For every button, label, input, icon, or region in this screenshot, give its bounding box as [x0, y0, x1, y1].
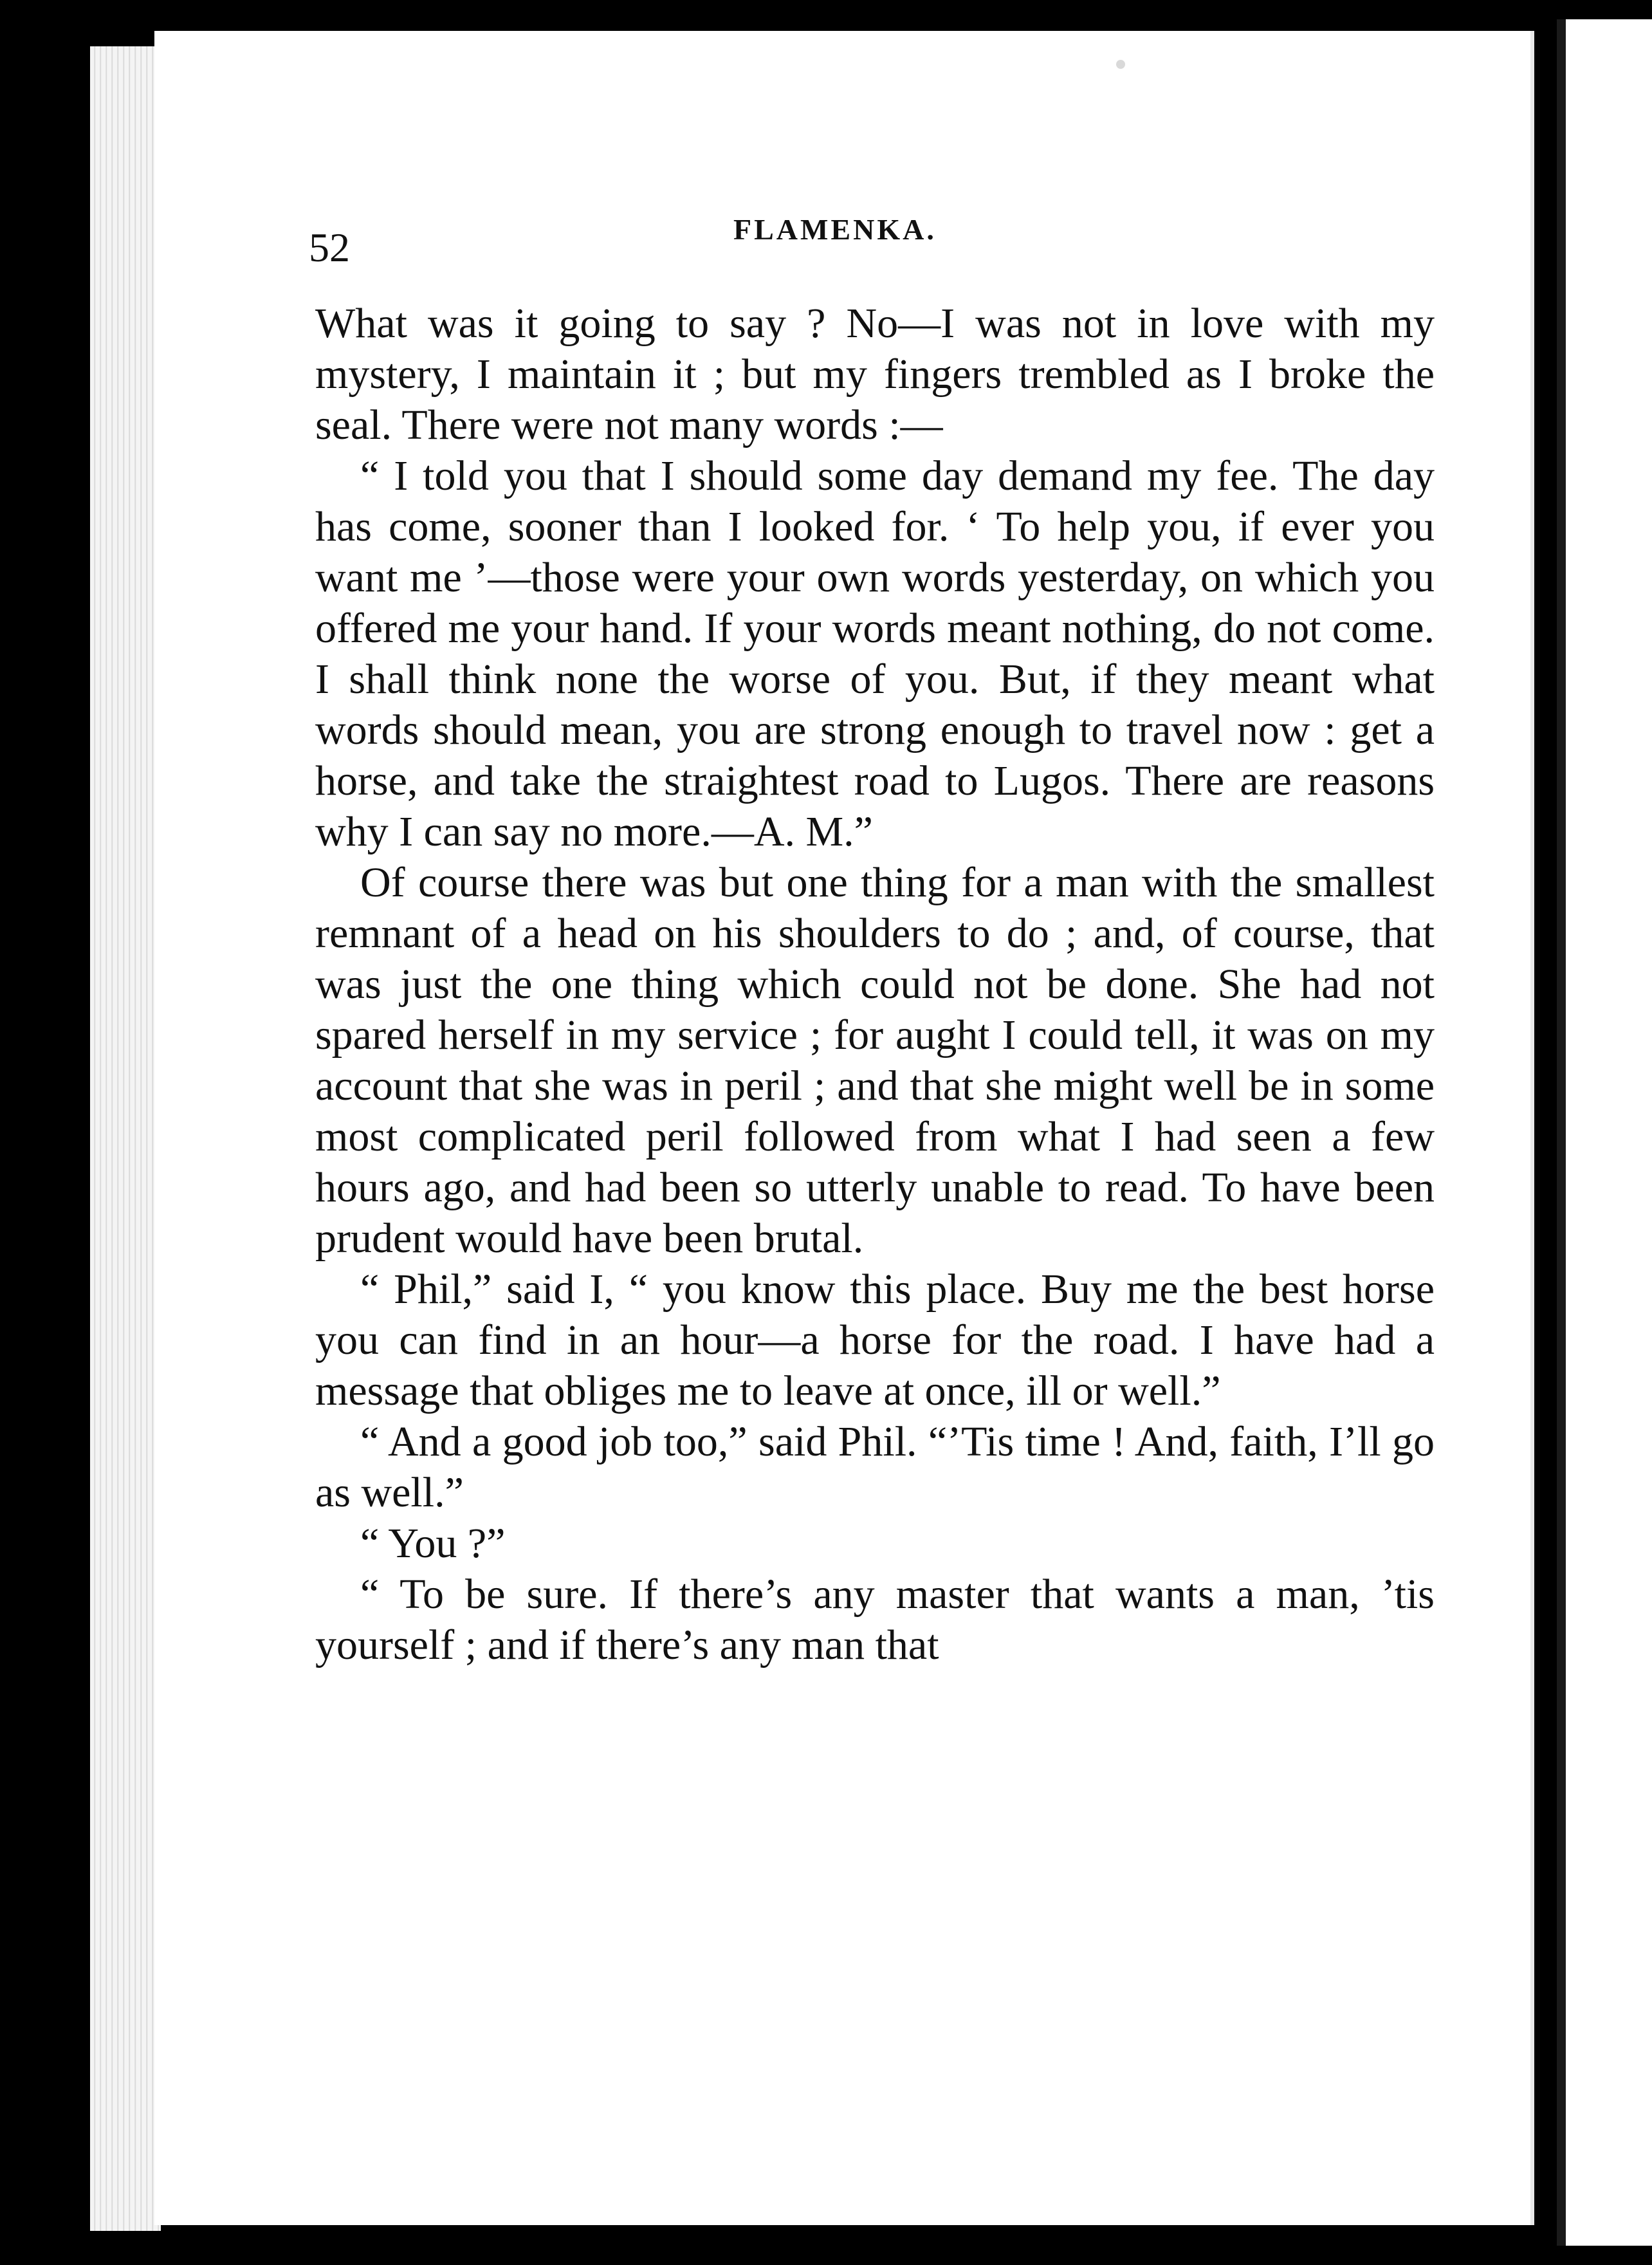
paragraph: “ And a good job too,” said Phil. “’Tis time ! And, faith, I’ll go as well.”	[315, 1418, 1435, 1516]
page-edges	[90, 46, 161, 2231]
paragraph: “ I told you that I should some day demand my fee. The day has come, sooner than I looked for. ‘ To help you, if ever you want me ’—those were your own words yesterday, on which you offered me your hand. If your words meant nothing, do not come. I shall think none the worse of you. But, if they meant what words should mean, you are strong enough to travel now : get a horse, and take the straightest road to Lugos. There are reasons why I can say no more.—A. M.”	[315, 452, 1435, 855]
page-text-block	[154, 31, 1534, 2225]
running-head: FLAMENKA.	[733, 213, 937, 246]
body-text	[315, 298, 1435, 1670]
paragraph: Of course there was but one thing for a man with the smallest remnant of a head on his shoulders to do ; and, of course, that was just the one thing which could not be done. She had not spared herself in my service ; for aught I could tell, it was on my account that she was in peril ; and that she might well be in some most complicated peril followed from what I had seen a few hours ago, and had been so utterly unable to read. To have been prudent would have been brutal.	[315, 859, 1435, 1262]
page-number: 52	[309, 225, 350, 270]
paragraph: “ You ?”	[360, 1520, 506, 1567]
facing-page-edge	[1557, 19, 1652, 2246]
paragraph: “ To be sure. If there’s any master that wants a man, ’tis yourself ; and if there’s any man that	[315, 1571, 1435, 1669]
paragraph: What was it going to say ? No—I was not in love with my mystery, I maintain it ; but my fingers trembled as I broke the seal. There were not many words :—	[315, 300, 1435, 448]
paragraph: “ Phil,” said I, “ you know this place. Buy me the best horse you can find in an hour—a horse for the road. I have had a message that obliges me to leave at once, ill or well.”	[315, 1266, 1435, 1414]
